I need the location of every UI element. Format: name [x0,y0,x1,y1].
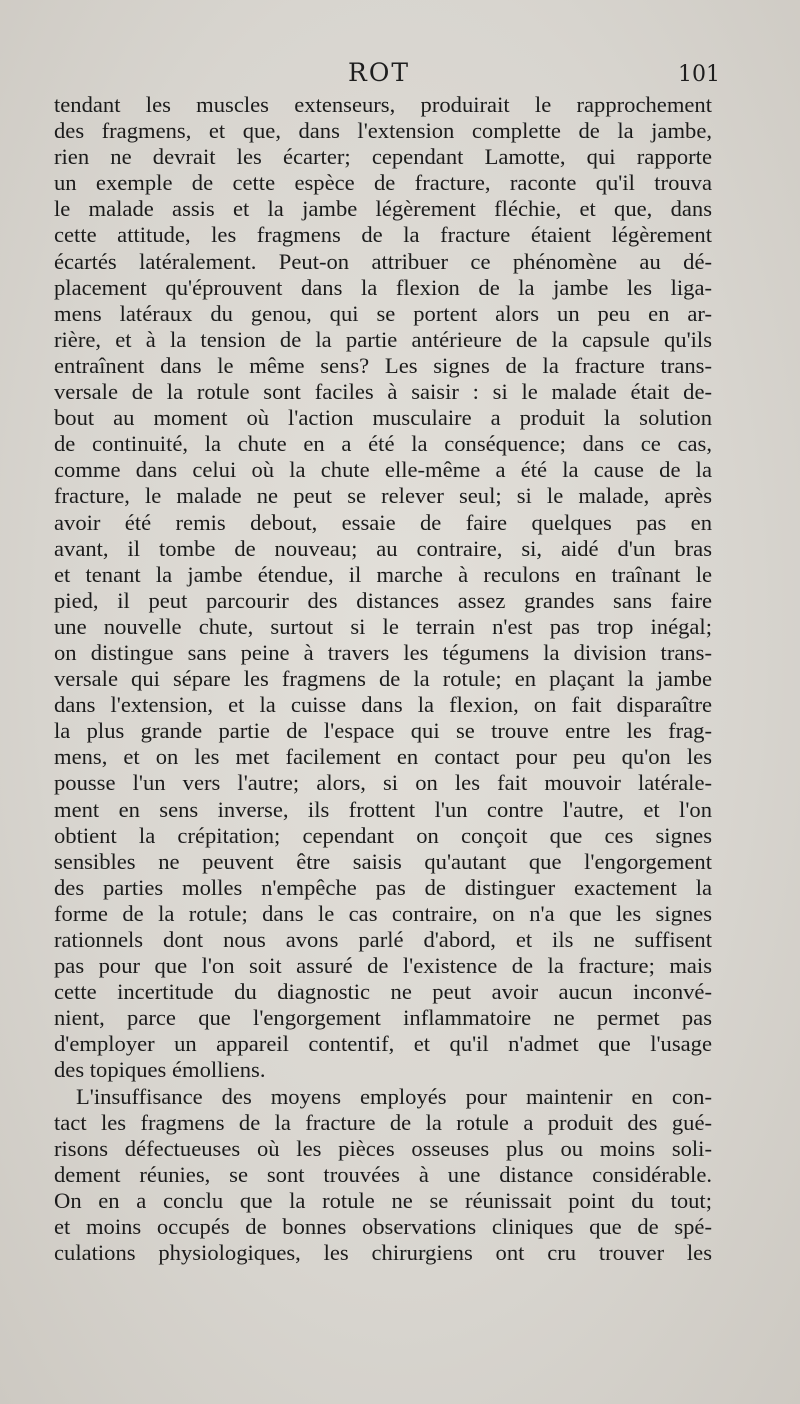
text-line: pousse l'un vers l'autre; alors, si on les fait mouvoir latérale- [54,770,712,796]
text-line: nient, parce que l'engorgement inflammatoire ne permet pas [54,1005,712,1031]
text-line: des fragmens, et que, dans l'extension complette de la jambe, [54,118,712,144]
text-line: une nouvelle chute, surtout si le terrain n'est pas trop inégal; [54,613,712,639]
text-line: cette attitude, les fragmens de la fracture étaient légèrement [54,222,712,248]
text-line: bout au moment où l'action musculaire a produit la solution [54,405,712,431]
text-line: avant, il tombe de nouveau; au contraire, si, aidé d'un bras [54,535,712,561]
text-line: écartés latéralement. Peut-on attribuer ce phénomène au dé- [54,248,712,274]
text-line: le malade assis et la jambe légèrement fléchie, et que, dans [54,196,712,222]
text-line: tact les fragmens de la fracture de la rotule a produit des gué- [54,1109,712,1135]
text-line: dans l'extension, et la cuisse dans la flexion, on fait disparaître [54,692,712,718]
text-line: on distingue sans peine à travers les tégumens la division trans- [54,639,712,665]
text-line: versale qui sépare les fragmens de la rotule; en plaçant la jambe [54,666,712,692]
text-line: rien ne devrait les écarter; cependant Lamotte, qui rapporte [54,144,712,170]
text-line: pas pour que l'on soit assuré de l'existence de la fracture; mais [54,953,712,979]
text-line: entraînent dans le même sens? Les signes de la fracture trans- [54,352,712,378]
text-line: risons défectueuses où les pièces osseuses plus ou moins soli- [54,1135,712,1161]
text-line: mens, et on les met facilement en contact pour peu qu'on les [54,744,712,770]
text-line: culations physiologiques, les chirurgiens ont cru trouver les [54,1240,712,1266]
text-line: fracture, le malade ne peut se relever seul; si le malade, après [54,483,712,509]
text-line: comme dans celui où la chute elle-même a été la cause de la [54,457,712,483]
text-line: de continuité, la chute en a été la conséquence; dans ce cas, [54,431,712,457]
text-line: versale de la rotule sont faciles à saisir : si le malade était de- [54,379,712,405]
text-line: rationnels dont nous avons parlé d'abord, et ils ne suffisent [54,927,712,952]
text-line: et moins occupés de bonnes observations cliniques que de spé- [54,1214,712,1240]
text-line: mens latéraux du genou, qui se portent alors un peu en ar- [54,300,712,326]
text-line: On en a conclu que la rotule ne se réunissait point du tout; [54,1187,712,1213]
text-line: d'employer un appareil contentif, et qu'il n'admet que l'usage [54,1031,712,1057]
page-number: 101 [678,62,720,87]
text-line: ment en sens inverse, ils frottent l'un contre l'autre, et l'on [54,796,712,822]
running-head-title: ROT [348,58,410,87]
text-line: des parties molles n'empêche pas de distinguer exactement la [54,874,712,900]
text-line: cette incertitude du diagnostic ne peut avoir aucun inconvé- [54,979,712,1005]
text-line: un exemple de cette espèce de fracture, raconte qu'il trouva [54,170,712,196]
text-line: placement qu'éprouvent dans la flexion de la jambe les liga- [54,274,712,300]
text-line: pied, il peut parcourir des distances assez grandes sans faire [54,587,712,613]
text-line: rière, et à la tension de la partie antérieure de la capsule qu'ils [54,326,712,352]
text-line: avoir été remis debout, essaie de faire quelques pas en [54,509,712,535]
text-line: la plus grande partie de l'espace qui se trouve entre les frag- [54,718,712,744]
text-line: obtient la crépitation; cependant on conçoit que ces signes [54,822,712,848]
text-line: tendant les muscles extenseurs, produirait le rapprochement [54,92,712,117]
text-line: sensibles ne peuvent être saisis qu'autant que l'engorgement [54,848,712,874]
body-text [54,92,712,1266]
paragraph-end-line: des topiques émolliens. [54,1057,266,1083]
text-line: forme de la rotule; dans le cas contraire, on n'a que les signes [54,900,712,926]
text-line: dement réunies, se sont trouvées à une distance considérable. [54,1161,712,1187]
text-line: et tenant la jambe étendue, il marche à reculons en traînant le [54,561,712,587]
paragraph-start-line: L'insuffisance des moyens employés pour maintenir en con- [76,1083,712,1109]
